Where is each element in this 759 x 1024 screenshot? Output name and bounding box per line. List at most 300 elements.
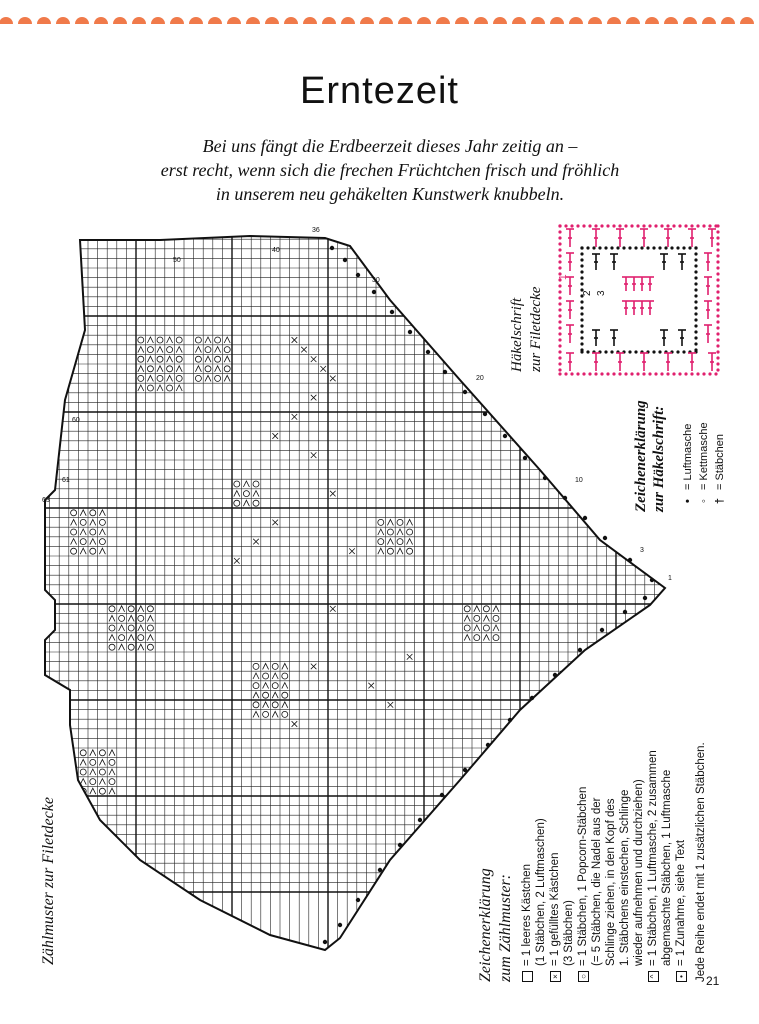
haekelschrift-title-line: Häkelschrift [509, 297, 525, 372]
chain-dot [694, 342, 697, 345]
chain-dot [702, 224, 705, 227]
chain-dot [676, 350, 679, 353]
chain-dot [694, 258, 697, 261]
chain-dot [622, 246, 625, 249]
scallop-dot [322, 17, 336, 24]
chain-dot [716, 314, 719, 317]
chain-dot [694, 276, 697, 279]
row-number: 60 [72, 417, 80, 424]
chain-dot [558, 308, 561, 311]
legend-title-line: Zeichenerklärung [477, 868, 494, 982]
scallop-dot [417, 17, 431, 24]
chain-dot [716, 236, 719, 239]
stitch-mark [708, 353, 716, 371]
scallop-dot [436, 17, 450, 24]
scallop-dot [550, 17, 564, 24]
stitch-mark [592, 353, 600, 371]
chain-dot [694, 252, 697, 255]
scallop-dot [0, 17, 13, 24]
scallop-dot [493, 17, 507, 24]
scallop-dot [56, 17, 70, 24]
chain-dot [694, 294, 697, 297]
chain-dot [672, 372, 675, 375]
chain-dot [580, 348, 583, 351]
chain-dot [694, 336, 697, 339]
chain-dot [598, 246, 601, 249]
chain-dot [594, 224, 597, 227]
scallop-dot [531, 17, 545, 24]
chain-dot [690, 224, 693, 227]
legend-text: = Kettmasche [698, 422, 710, 490]
chain-dot [558, 302, 561, 305]
increase-dot [553, 673, 557, 677]
chain-dot [610, 246, 613, 249]
row-number: 20 [476, 375, 484, 382]
stitch-mark [630, 301, 638, 315]
stitch-mark [630, 277, 638, 291]
chain-dot [716, 224, 719, 227]
chain-dot [694, 324, 697, 327]
increase-dot [530, 696, 534, 700]
stitch-mark [704, 301, 712, 319]
scallop-dot [18, 17, 32, 24]
scallop-dot [170, 17, 184, 24]
chain-dot [616, 246, 619, 249]
scallop-dot [740, 17, 754, 24]
chain-dot [694, 318, 697, 321]
legend-text: (= 5 Stäbchen, die Nadel aus der [591, 797, 603, 966]
stitch-mark [622, 277, 630, 291]
stitch-mark [660, 330, 668, 346]
scallop-dot [75, 17, 89, 24]
chain-dot [716, 230, 719, 233]
chain-dot [688, 246, 691, 249]
chain-dot [694, 306, 697, 309]
chain-dot [648, 372, 651, 375]
increase-dot [543, 476, 547, 480]
stitch-mark [640, 229, 648, 247]
scallop-dot [379, 17, 393, 24]
chain-dot [580, 312, 583, 315]
legend-text: Schlinge ziehen, in den Kopf des [605, 798, 617, 966]
increase-dot [583, 516, 587, 520]
increase-dot [390, 310, 394, 314]
chain-dot [666, 372, 669, 375]
stitch-mark [704, 253, 712, 271]
popcorn-stitch-icon: ○ [578, 971, 589, 982]
chain-dot [612, 372, 615, 375]
chain-dot [694, 288, 697, 291]
chain-dot [694, 348, 697, 351]
double-crochet-icon: † [714, 497, 726, 505]
increase-dot [323, 940, 327, 944]
chain-dot [716, 344, 719, 347]
scallop-dot [189, 17, 203, 24]
increase-dot [372, 290, 376, 294]
chain-dot [666, 224, 669, 227]
chain-dot [580, 306, 583, 309]
stitch-mark [646, 277, 654, 291]
stitch-mark [616, 229, 624, 247]
increase-dot [486, 743, 490, 747]
chain-dot [558, 332, 561, 335]
intro-text [110, 134, 670, 206]
stitch-mark [678, 254, 686, 270]
chain-dot [708, 224, 711, 227]
legend-text: abgemaschte Stäbchen, 1 Luftmasche [661, 769, 673, 966]
scallop-dot [265, 17, 279, 24]
chain-dot [694, 246, 697, 249]
chain-dot [558, 320, 561, 323]
round-label: 3 [596, 290, 607, 296]
chain-dot [630, 372, 633, 375]
stitch-mark [704, 325, 712, 343]
increase-dot [463, 390, 467, 394]
stitch-mark [704, 277, 712, 295]
chain-dot [716, 320, 719, 323]
row-number: 63 [42, 497, 50, 504]
stitch-mark [610, 330, 618, 346]
chain-dot [694, 300, 697, 303]
haekelschrift-title-line: zur Filetdecke [528, 286, 544, 372]
legend-item-kettmasche [696, 422, 712, 508]
increase-dot [343, 258, 347, 262]
stitch-mark [566, 253, 574, 271]
scallop-dot [512, 17, 526, 24]
chain-dot [716, 242, 719, 245]
stitch-mark [566, 229, 574, 247]
stitch-mark [592, 254, 600, 270]
stitch-mark [592, 229, 600, 247]
increase-dot [418, 818, 422, 822]
chain-dot [636, 372, 639, 375]
increase-dot [503, 434, 507, 438]
chain-dot [580, 282, 583, 285]
stitch-mark [566, 353, 574, 371]
increase-dot [463, 768, 467, 772]
stitch-mark [678, 330, 686, 346]
chain-dot [580, 264, 583, 267]
scallop-dot [607, 17, 621, 24]
chain-dot [682, 246, 685, 249]
legend-item-staebchen [712, 422, 728, 508]
scallop-dot [721, 17, 735, 24]
scallop-dot [284, 17, 298, 24]
chain-dot [648, 224, 651, 227]
row-number: 50 [173, 257, 181, 264]
scallop-dot [94, 17, 108, 24]
chain-dot [716, 260, 719, 263]
chain-dot [716, 284, 719, 287]
increase-dot [356, 898, 360, 902]
chart-legend [520, 742, 708, 982]
increase-dot [623, 610, 627, 614]
stitch-mark [688, 229, 696, 247]
chain-dot [558, 224, 561, 227]
chain-dot [646, 246, 649, 249]
haekelschrift-title [508, 287, 546, 372]
stitch-mark [664, 229, 672, 247]
stitch-mark [592, 330, 600, 346]
scallop-dot [246, 17, 260, 24]
increase-dot [508, 718, 512, 722]
chain-dot [580, 258, 583, 261]
row-number: 61 [62, 477, 70, 484]
chart-legend-title [476, 868, 516, 982]
chain-dot [660, 224, 663, 227]
chain-dot [716, 266, 719, 269]
chain-dot [716, 362, 719, 365]
chain-dot [580, 318, 583, 321]
legend-text: = Stäbchen [714, 434, 726, 490]
scallop-dot [569, 17, 583, 24]
chain-dot [558, 356, 561, 359]
stitch-mark [646, 301, 654, 315]
stitch-mark [688, 353, 696, 371]
chain-dot [580, 276, 583, 279]
chain-dot [716, 326, 719, 329]
chain-dot [658, 246, 661, 249]
chain-dot [606, 224, 609, 227]
chain-dot [558, 266, 561, 269]
chain-dot [580, 336, 583, 339]
chain-dot [588, 372, 591, 375]
haekelschrift-legend [680, 422, 728, 508]
round-label: 2 [582, 290, 593, 296]
chain-dot [624, 224, 627, 227]
chain-dot [558, 260, 561, 263]
stitch-mark [664, 353, 672, 371]
row-number: 36 [312, 227, 320, 234]
chain-dot [600, 224, 603, 227]
scallop-dot [303, 17, 317, 24]
chain-dot [580, 330, 583, 333]
legend-item-filled [548, 742, 576, 982]
chain-dot [694, 264, 697, 267]
legend-text: = Luftmasche [682, 423, 694, 490]
chain-dot [606, 372, 609, 375]
chain-dot [564, 372, 567, 375]
chain-dot [580, 270, 583, 273]
scallop-dot [702, 17, 716, 24]
chain-dot [642, 224, 645, 227]
chain-dot [582, 224, 585, 227]
increase-dot [600, 628, 604, 632]
stitch-mark [660, 254, 668, 270]
chain-dot [716, 302, 719, 305]
chain-dot [630, 224, 633, 227]
scallop-dot [341, 17, 355, 24]
chain-dot [558, 242, 561, 245]
scallop-dot [626, 17, 640, 24]
chain-dot [708, 372, 711, 375]
chain-dot [678, 372, 681, 375]
legend-text: 1. Stäbchens einstechen, Schlinge [619, 789, 631, 966]
chain-dot [696, 372, 699, 375]
increase-dot [378, 868, 382, 872]
increase-dot [483, 412, 487, 416]
scallop-dot [588, 17, 602, 24]
increase-dot-icon: • [676, 971, 687, 982]
scallop-border [0, 0, 759, 30]
page-title: Erntezeit [300, 70, 459, 112]
chain-dot [690, 372, 693, 375]
chain-dot [714, 372, 717, 375]
chain-dot [558, 314, 561, 317]
chain-dot [580, 246, 583, 249]
row-number: 3 [640, 547, 644, 554]
chain-dot [672, 224, 675, 227]
scallop-dot [132, 17, 146, 24]
chain-dot [580, 342, 583, 345]
legend-item-luftmasche [680, 422, 696, 508]
increase-dot [408, 330, 412, 334]
chain-dot [558, 254, 561, 257]
chain-dot [716, 350, 719, 353]
intro-line: erst recht, wenn sich die frechen Früchtchen frisch und fröhlich [160, 160, 620, 180]
legend-item-increase [674, 742, 688, 982]
chain-dot [558, 230, 561, 233]
chain-stitch-icon: • [682, 499, 694, 503]
chain-dot [558, 362, 561, 365]
stitch-mark [638, 277, 646, 291]
haekelschrift-diagram [556, 222, 722, 378]
chain-dot [558, 368, 561, 371]
chain-dot [652, 246, 655, 249]
chain-dot [664, 246, 667, 249]
chain-dot [716, 254, 719, 257]
legend-text: (1 Stäbchen, 2 Luftmaschen) [535, 818, 547, 966]
chain-dot [558, 350, 561, 353]
chain-dot [716, 308, 719, 311]
legend-item-lacet [646, 742, 674, 982]
legend-item-popcorn [576, 742, 646, 982]
chain-dot [610, 350, 613, 353]
chain-dot [678, 224, 681, 227]
scallop-dot [113, 17, 127, 24]
intro-line: Bei uns fängt die Erdbeerzeit dieses Jahr zeitig an – [202, 136, 578, 156]
chain-dot [658, 350, 661, 353]
chain-dot [628, 350, 631, 353]
chain-dot [558, 296, 561, 299]
scallop-dot [683, 17, 697, 24]
chain-dot [604, 246, 607, 249]
chain-dot [684, 224, 687, 227]
chain-dot [618, 224, 621, 227]
scallop-dot [227, 17, 241, 24]
scallop-dot [645, 17, 659, 24]
scallop-dot [455, 17, 469, 24]
increase-dot [628, 558, 632, 562]
row-number: 1 [668, 575, 672, 582]
increase-dot [338, 923, 342, 927]
chain-dot [702, 372, 705, 375]
chain-dot [594, 372, 597, 375]
chain-dot [640, 246, 643, 249]
increase-dot [523, 456, 527, 460]
increase-dot [440, 793, 444, 797]
legend-text: = 1 Stäbchen, 1 Luftmasche, 2 zusammen [647, 750, 659, 966]
increase-dot [650, 578, 654, 582]
chain-dot [694, 330, 697, 333]
chain-dot [558, 248, 561, 251]
legend-text: = 1 Zunahme, siehe Text [675, 839, 687, 966]
legend-title-line: zum Zählmuster: [497, 873, 514, 982]
legend-text: wieder aufnehmen und durchziehen) [633, 779, 645, 966]
chain-dot [558, 344, 561, 347]
increase-dot [443, 370, 447, 374]
row-number: 40 [272, 247, 280, 254]
chain-dot [670, 246, 673, 249]
scallop-dot [664, 17, 678, 24]
slip-stitch-icon: ◦ [698, 499, 710, 503]
chain-dot [654, 224, 657, 227]
chain-dot [564, 224, 567, 227]
chain-dot [576, 372, 579, 375]
chain-dot [642, 372, 645, 375]
chain-dot [558, 236, 561, 239]
legend-text: = 1 gefülltes Kästchen [549, 852, 561, 966]
chain-dot [694, 270, 697, 273]
scallop-dot [474, 17, 488, 24]
intro-line: in unserem neu gehäkelten Kunstwerk knubbeln. [215, 184, 565, 204]
chain-dot [636, 224, 639, 227]
chain-dot [716, 272, 719, 275]
increase-dot [356, 273, 360, 277]
chain-dot [570, 372, 573, 375]
chain-dot [716, 368, 719, 371]
legend-item-empty [520, 742, 548, 982]
stitch-mark [566, 301, 574, 319]
chain-dot [716, 332, 719, 335]
chain-dot [558, 290, 561, 293]
chain-dot [612, 224, 615, 227]
stitch-mark [638, 301, 646, 315]
chain-dot [716, 278, 719, 281]
chain-dot [684, 372, 687, 375]
chain-dot [676, 246, 679, 249]
chain-dot [558, 284, 561, 287]
chain-dot [654, 372, 657, 375]
chart-caption: Zählmuster zur Filetdecke [40, 797, 57, 965]
chain-dot [716, 248, 719, 251]
empty-square-icon [522, 971, 533, 982]
chain-dot [570, 224, 573, 227]
chain-dot [634, 246, 637, 249]
chain-dot [586, 350, 589, 353]
scallop-dot [360, 17, 374, 24]
chain-dot [586, 246, 589, 249]
increase-dot [426, 350, 430, 354]
chain-dot [634, 350, 637, 353]
chain-dot [604, 350, 607, 353]
chain-dot [588, 224, 591, 227]
chain-dot [716, 296, 719, 299]
increase-dot [563, 496, 567, 500]
legend-text: = 1 leeres Kästchen [521, 864, 533, 966]
chain-dot [628, 246, 631, 249]
stitch-mark [640, 353, 648, 371]
legend-text: = 1 Stäbchen, 1 Popcorn-Stäbchen [577, 786, 589, 966]
chain-dot [716, 356, 719, 359]
scallop-dot [398, 17, 412, 24]
chain-dot [580, 324, 583, 327]
chain-dot [558, 326, 561, 329]
scallop-dot [37, 17, 51, 24]
legend-note: Jede Reihe endet mit 1 zusätzlichen Stäbchen. [695, 742, 707, 982]
stitch-mark [610, 254, 618, 270]
chain-dot [600, 372, 603, 375]
